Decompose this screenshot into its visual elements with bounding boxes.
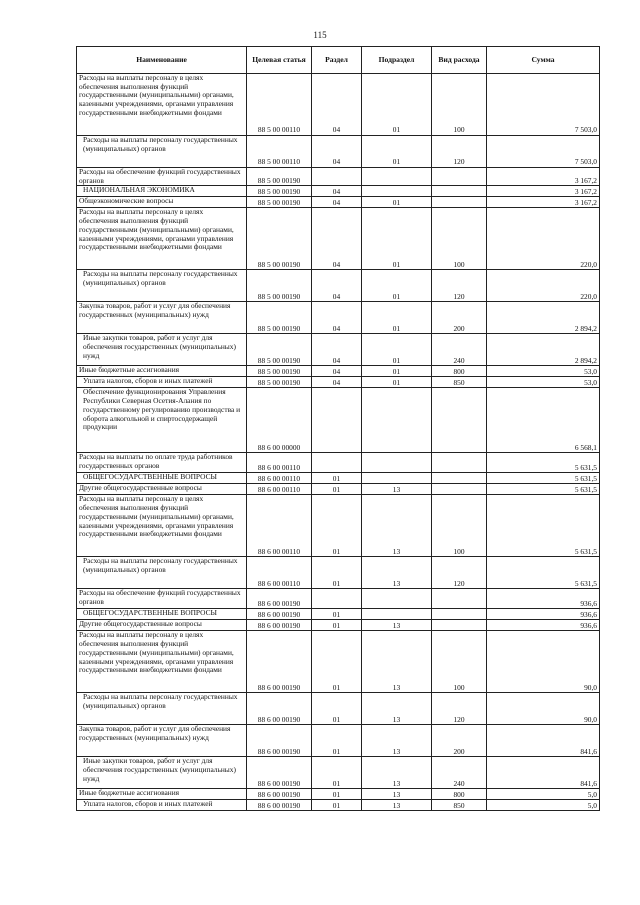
- table-body: [77, 74, 600, 811]
- row-sum: 6 568,1: [487, 388, 600, 453]
- row-section: 01: [312, 609, 362, 620]
- row-expense-type: [432, 197, 487, 208]
- table-row: [77, 186, 600, 197]
- table-row: [77, 800, 600, 811]
- row-sum: 53,0: [487, 377, 600, 388]
- table-row: [77, 366, 600, 377]
- row-article: 88 6 00 00190: [247, 789, 312, 800]
- row-name: Обеспечение функционирования Управления Республики Северная Осетия-Алания по государственному регулированию производства и оборота алкогольной и спиртосодержащей продукции: [77, 388, 247, 453]
- row-sum: 841,6: [487, 725, 600, 757]
- row-section: 04: [312, 74, 362, 136]
- row-sum: 53,0: [487, 366, 600, 377]
- row-sum: 936,6: [487, 609, 600, 620]
- row-section: 04: [312, 186, 362, 197]
- row-expense-type: 200: [432, 725, 487, 757]
- row-subsection: 01: [362, 208, 432, 270]
- row-subsection: 01: [362, 377, 432, 388]
- row-subsection: [362, 388, 432, 453]
- header-subsection: Подраздел: [362, 47, 432, 74]
- row-name: Расходы на обеспечение функций государственных органов: [77, 589, 247, 609]
- row-name: Другие общегосударственные вопросы: [77, 484, 247, 495]
- table-row: [77, 388, 600, 453]
- table-row: [77, 136, 600, 168]
- row-sum: 936,6: [487, 589, 600, 609]
- row-name: Иные закупки товаров, работ и услуг для обеспечения государственных (муниципальных) нужд: [77, 757, 247, 789]
- row-expense-type: 100: [432, 631, 487, 693]
- row-sum: 841,6: [487, 757, 600, 789]
- row-subsection: 01: [362, 136, 432, 168]
- row-expense-type: 120: [432, 270, 487, 302]
- table-row: [77, 74, 600, 136]
- row-name: Общеэкономические вопросы: [77, 197, 247, 208]
- row-subsection: 13: [362, 725, 432, 757]
- row-section: 04: [312, 366, 362, 377]
- row-expense-type: 120: [432, 136, 487, 168]
- row-subsection: [362, 453, 432, 473]
- table-row: [77, 168, 600, 186]
- row-name: НАЦИОНАЛЬНАЯ ЭКОНОМИКА: [77, 186, 247, 197]
- row-subsection: 01: [362, 74, 432, 136]
- row-article: 88 6 00 00190: [247, 631, 312, 693]
- row-article: 88 6 00 00000: [247, 388, 312, 453]
- row-name: Иные бюджетные ассигнования: [77, 366, 247, 377]
- row-article: 88 6 00 00190: [247, 725, 312, 757]
- row-article: 88 5 00 00190: [247, 168, 312, 186]
- row-section: [312, 168, 362, 186]
- row-section: 01: [312, 620, 362, 631]
- row-article: 88 6 00 00190: [247, 609, 312, 620]
- row-section: [312, 453, 362, 473]
- row-expense-type: 100: [432, 74, 487, 136]
- row-expense-type: [432, 453, 487, 473]
- row-section: 01: [312, 631, 362, 693]
- row-sum: 220,0: [487, 208, 600, 270]
- row-name: Уплата налогов, сборов и иных платежей: [77, 800, 247, 811]
- row-expense-type: [432, 609, 487, 620]
- row-subsection: [362, 186, 432, 197]
- table-row: [77, 302, 600, 334]
- row-section: 01: [312, 789, 362, 800]
- row-article: 88 5 00 00190: [247, 208, 312, 270]
- row-section: 04: [312, 270, 362, 302]
- row-sum: 5 631,5: [487, 557, 600, 589]
- row-article: 88 5 00 00110: [247, 74, 312, 136]
- row-sum: 90,0: [487, 693, 600, 725]
- row-section: 01: [312, 757, 362, 789]
- row-expense-type: [432, 484, 487, 495]
- row-article: 88 6 00 00190: [247, 693, 312, 725]
- table-row: [77, 620, 600, 631]
- row-subsection: 13: [362, 757, 432, 789]
- table-header-row: [77, 47, 600, 74]
- row-article: 88 5 00 00190: [247, 302, 312, 334]
- row-name: Расходы на выплаты персоналу государственных (муниципальных) органов: [77, 136, 247, 168]
- row-article: 88 5 00 00190: [247, 197, 312, 208]
- table-row: [77, 197, 600, 208]
- row-sum: 5 631,5: [487, 484, 600, 495]
- row-subsection: 01: [362, 334, 432, 366]
- row-expense-type: 800: [432, 789, 487, 800]
- row-article: 88 6 00 00110: [247, 453, 312, 473]
- row-name: Расходы на выплаты персоналу государственных (муниципальных) органов: [77, 270, 247, 302]
- row-subsection: [362, 473, 432, 484]
- row-section: 04: [312, 208, 362, 270]
- row-section: 04: [312, 334, 362, 366]
- row-section: 04: [312, 197, 362, 208]
- row-name: Уплата налогов, сборов и иных платежей: [77, 377, 247, 388]
- row-sum: 2 894,2: [487, 334, 600, 366]
- row-section: 04: [312, 377, 362, 388]
- row-name: Расходы на выплаты персоналу в целях обеспечения выполнения функций государственными (муниципальными) органами, казенными учреждениями, органами управления государственными внебюджетными фондами: [77, 74, 247, 136]
- row-name: Другие общегосударственные вопросы: [77, 620, 247, 631]
- row-name: Расходы на обеспечение функций государственных органов: [77, 168, 247, 186]
- row-expense-type: 240: [432, 334, 487, 366]
- row-subsection: [362, 609, 432, 620]
- row-subsection: 13: [362, 800, 432, 811]
- table-row: [77, 473, 600, 484]
- row-sum: 936,6: [487, 620, 600, 631]
- row-article: 88 6 00 00110: [247, 484, 312, 495]
- row-section: 01: [312, 725, 362, 757]
- header-name: Наименование: [77, 47, 247, 74]
- row-subsection: 13: [362, 693, 432, 725]
- row-section: 01: [312, 473, 362, 484]
- row-subsection: [362, 589, 432, 609]
- table-row: [77, 631, 600, 693]
- header-article: Целевая статья: [247, 47, 312, 74]
- row-subsection: 13: [362, 631, 432, 693]
- row-sum: 3 167,2: [487, 197, 600, 208]
- row-section: 01: [312, 484, 362, 495]
- row-subsection: 01: [362, 302, 432, 334]
- row-subsection: 13: [362, 557, 432, 589]
- row-expense-type: [432, 473, 487, 484]
- table-row: [77, 757, 600, 789]
- row-subsection: 13: [362, 484, 432, 495]
- table-row: [77, 557, 600, 589]
- row-article: 88 6 00 00110: [247, 557, 312, 589]
- row-section: 04: [312, 136, 362, 168]
- row-name: ОБЩЕГОСУДАРСТВЕННЫЕ ВОПРОСЫ: [77, 473, 247, 484]
- row-expense-type: [432, 388, 487, 453]
- row-expense-type: 120: [432, 693, 487, 725]
- row-expense-type: 100: [432, 208, 487, 270]
- row-article: 88 6 00 00110: [247, 473, 312, 484]
- row-article: 88 5 00 00110: [247, 136, 312, 168]
- budget-table: [76, 46, 600, 811]
- row-section: 01: [312, 693, 362, 725]
- row-article: 88 6 00 00190: [247, 620, 312, 631]
- table-row: [77, 789, 600, 800]
- row-section: [312, 589, 362, 609]
- row-sum: 5,0: [487, 800, 600, 811]
- row-article: 88 5 00 00190: [247, 377, 312, 388]
- row-sum: 5 631,5: [487, 495, 600, 557]
- row-name: Расходы на выплаты персоналу государственных (муниципальных) органов: [77, 693, 247, 725]
- row-name: Расходы на выплаты персоналу в целях обеспечения выполнения функций государственными (муниципальными) органами, казенными учреждениями, органами управления государственными внебюджетными фондами: [77, 495, 247, 557]
- row-expense-type: [432, 186, 487, 197]
- row-section: 01: [312, 800, 362, 811]
- table-row: [77, 453, 600, 473]
- row-sum: 220,0: [487, 270, 600, 302]
- row-article: 88 6 00 00110: [247, 495, 312, 557]
- row-article: 88 5 00 00190: [247, 270, 312, 302]
- row-sum: 7 503,0: [487, 74, 600, 136]
- row-section: [312, 388, 362, 453]
- table-row: [77, 334, 600, 366]
- row-section: 04: [312, 302, 362, 334]
- table-row: [77, 484, 600, 495]
- row-sum: 90,0: [487, 631, 600, 693]
- row-sum: 3 167,2: [487, 168, 600, 186]
- row-section: 01: [312, 495, 362, 557]
- row-subsection: 01: [362, 197, 432, 208]
- table-row: [77, 270, 600, 302]
- row-article: 88 6 00 00190: [247, 757, 312, 789]
- row-article: 88 6 00 00190: [247, 800, 312, 811]
- row-sum: 7 503,0: [487, 136, 600, 168]
- row-sum: 2 894,2: [487, 302, 600, 334]
- row-expense-type: 240: [432, 757, 487, 789]
- header-expense-type: Вид расхода: [432, 47, 487, 74]
- row-article: 88 5 00 00190: [247, 186, 312, 197]
- header-section: Раздел: [312, 47, 362, 74]
- header-sum: Сумма: [487, 47, 600, 74]
- row-subsection: 01: [362, 366, 432, 377]
- row-name: Закупка товаров, работ и услуг для обеспечения государственных (муниципальных) нужд: [77, 725, 247, 757]
- row-sum: 5 631,5: [487, 453, 600, 473]
- row-subsection: 13: [362, 789, 432, 800]
- table-row: [77, 589, 600, 609]
- row-expense-type: 850: [432, 377, 487, 388]
- row-name: ОБЩЕГОСУДАРСТВЕННЫЕ ВОПРОСЫ: [77, 609, 247, 620]
- row-expense-type: 100: [432, 495, 487, 557]
- row-sum: 5 631,5: [487, 473, 600, 484]
- row-name: Расходы на выплаты по оплате труда работников государственных органов: [77, 453, 247, 473]
- table-row: [77, 377, 600, 388]
- row-subsection: [362, 168, 432, 186]
- row-expense-type: [432, 620, 487, 631]
- row-expense-type: [432, 589, 487, 609]
- row-sum: 5,0: [487, 789, 600, 800]
- row-article: 88 5 00 00190: [247, 334, 312, 366]
- row-expense-type: [432, 168, 487, 186]
- table-row: [77, 495, 600, 557]
- row-name: Расходы на выплаты персоналу государственных (муниципальных) органов: [77, 557, 247, 589]
- row-article: 88 6 00 00190: [247, 589, 312, 609]
- table-row: [77, 208, 600, 270]
- table-row: [77, 693, 600, 725]
- row-expense-type: 800: [432, 366, 487, 377]
- row-name: Закупка товаров, работ и услуг для обеспечения государственных (муниципальных) нужд: [77, 302, 247, 334]
- row-expense-type: 120: [432, 557, 487, 589]
- row-expense-type: 200: [432, 302, 487, 334]
- page-number: 115: [313, 30, 327, 40]
- table-row: [77, 725, 600, 757]
- row-subsection: 13: [362, 495, 432, 557]
- row-sum: 3 167,2: [487, 186, 600, 197]
- row-subsection: 01: [362, 270, 432, 302]
- row-section: 01: [312, 557, 362, 589]
- row-expense-type: 850: [432, 800, 487, 811]
- row-name: Иные бюджетные ассигнования: [77, 789, 247, 800]
- row-name: Расходы на выплаты персоналу в целях обеспечения выполнения функций государственными (муниципальными) органами, казенными учреждениями, органами управления государственными внебюджетными фондами: [77, 631, 247, 693]
- row-name: Расходы на выплаты персоналу в целях обеспечения выполнения функций государственными (муниципальными) органами, казенными учреждениями, органами управления государственными внебюджетными фондами: [77, 208, 247, 270]
- row-subsection: 13: [362, 620, 432, 631]
- row-article: 88 5 00 00190: [247, 366, 312, 377]
- table-row: [77, 609, 600, 620]
- row-name: Иные закупки товаров, работ и услуг для обеспечения государственных (муниципальных) нужд: [77, 334, 247, 366]
